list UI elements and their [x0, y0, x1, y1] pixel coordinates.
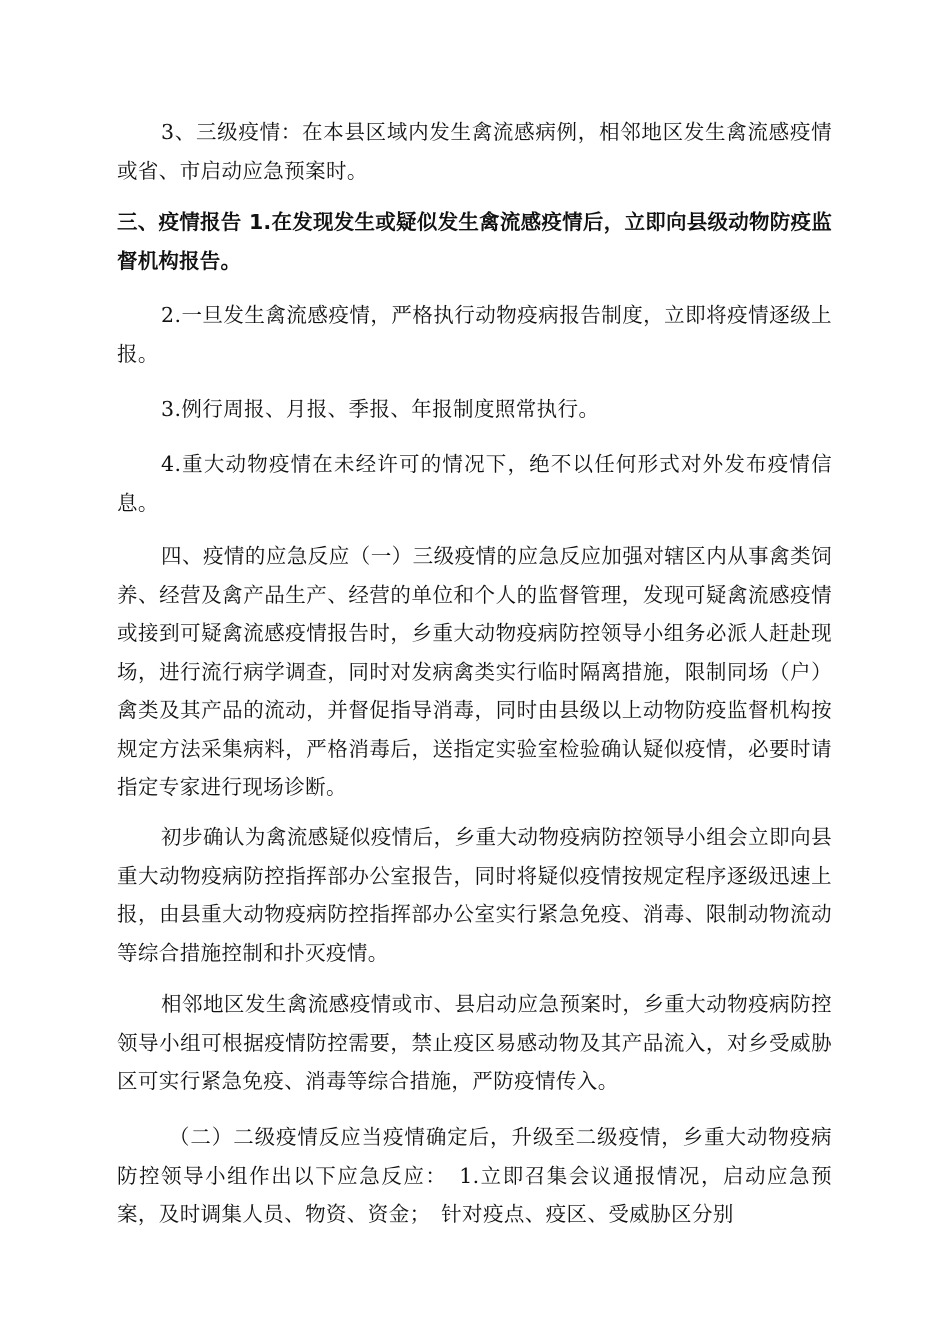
- paragraph-level-three-epidemic: 3、三级疫情：在本县区域内发生禽流感病例，相邻地区发生禽流感疫情或省、市启动应急预案时。: [117, 120, 832, 183]
- paragraph-emergency-response: 四、疫情的应急反应（一）三级疫情的应急反应加强对辖区内从事禽类饲养、经营及禽产品生产、经营的单位和个人的监督管理，发现可疑禽流感疫情或接到可疑禽流感疫情报告时，乡重大动物疫病防控领导小组务必派人赶赴现场，进行流行病学调查，同时对发病禽类实行临时隔离措施，限制同场（户）禽类及其产品的流动，并督促指导消毒，同时由县级以上动物防疫监督机构按规定方法采集病料，严格消毒后，送指定实验室检验确认疑似疫情，必要时请指定专家进行现场诊断。: [117, 544, 832, 799]
- paragraph-adjacent-area: 相邻地区发生禽流感疫情或市、县启动应急预案时，乡重大动物疫病防控领导小组可根据疫情防控需要，禁止疫区易感动物及其产品流入，对乡受威胁区可实行紧急免疫、消毒等综合措施，严防疫情传入。: [117, 992, 832, 1093]
- paragraph-preliminary-confirmation: 初步确认为禽流感疑似疫情后，乡重大动物疫病防控领导小组会立即向县重大动物疫病防控指挥部办公室报告，同时将疑似疫情按规定程序逐级迅速上报，由县重大动物疫病防控指挥部办公室实行紧急免疫、消毒、限制动物流动等综合措施控制和扑灭疫情。: [117, 825, 832, 965]
- paragraph-level-two-response: （二）二级疫情反应当疫情确定后，升级至二级疫情，乡重大动物疫病防控领导小组作出以下应急反应： 1.立即召集会议通报情况，启动应急预案，及时调集人员、物资、资金； 针对疫点、疫区、受威胁区分别: [117, 1125, 832, 1226]
- paragraph-report-item-2: 2.一旦发生禽流感疫情，严格执行动物疫病报告制度，立即将疫情逐级上报。: [117, 303, 832, 366]
- section-heading-epidemic-report: 三、疫情报告 1.在发现发生或疑似发生禽流感疫情后，立即向县级动物防疫监督机构报告。: [117, 210, 832, 273]
- paragraph-report-item-4: 4.重大动物疫情在未经许可的情况下，绝不以任何形式对外发布疫情信息。: [117, 452, 832, 515]
- paragraph-report-item-3: 3.例行周报、月报、季报、年报制度照常执行。: [161, 397, 600, 421]
